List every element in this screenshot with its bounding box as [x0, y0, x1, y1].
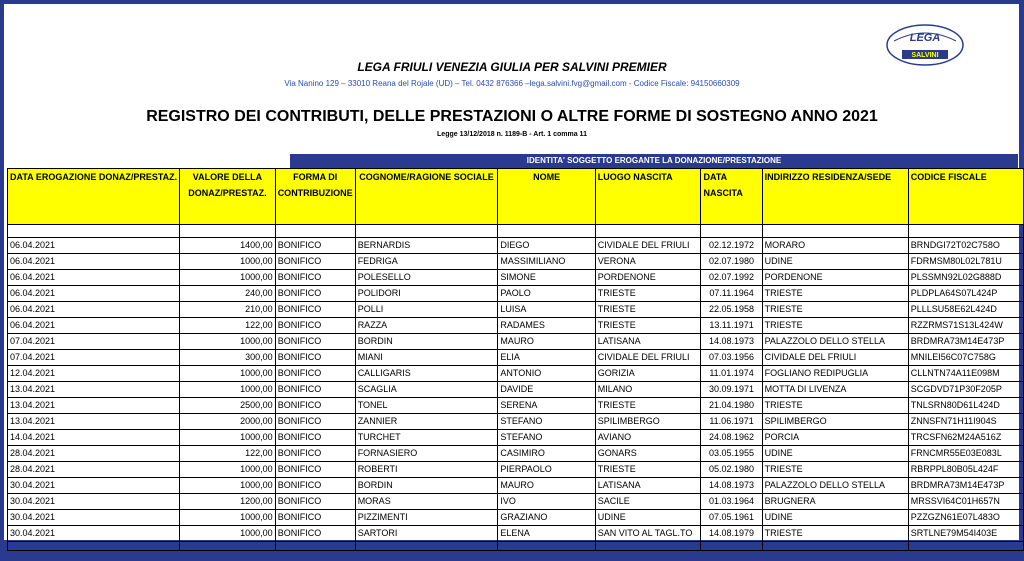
- cell-form: BONIFICO: [275, 286, 355, 302]
- cell-birthdate: 11.06.1971: [701, 414, 762, 430]
- cell-value: 210,00: [180, 302, 276, 318]
- organization-name: LEGA FRIULI VENEZIA GIULIA PER SALVINI PREMIER: [357, 60, 667, 74]
- cell-name: CASIMIRO: [498, 446, 595, 462]
- table-row: [8, 350, 1024, 366]
- cell-date: 28.04.2021: [8, 446, 180, 462]
- cell-birthplace: LATISANA: [595, 334, 701, 350]
- cell-tax-code: TNLSRN80D61L424D: [908, 398, 1023, 414]
- cell-name: STEFANO: [498, 414, 595, 430]
- cell-surname: MORAS: [355, 494, 498, 510]
- cell-form: BONIFICO: [275, 382, 355, 398]
- cell-birthplace: SACILE: [595, 494, 701, 510]
- cell-surname: BERNARDIS: [355, 238, 498, 254]
- cell-value: 1000,00: [180, 254, 276, 270]
- cell-surname: MIANI: [355, 350, 498, 366]
- cell-address: PORCIA: [762, 430, 908, 446]
- cell-name: LUISA: [498, 302, 595, 318]
- cell-value: 1000,00: [180, 478, 276, 494]
- cell-tax-code: CLLNTN74A11E098M: [908, 366, 1023, 382]
- svg-text:SALVINI: SALVINI: [911, 52, 939, 59]
- cell-value: 1000,00: [180, 366, 276, 382]
- cell-birthdate: 14.08.1973: [701, 478, 762, 494]
- cell-address: CIVIDALE DEL FRIULI: [762, 350, 908, 366]
- cell-tax-code: RZZRMS71S13L424W: [908, 318, 1023, 334]
- cell-birthdate: 30.09.1971: [701, 382, 762, 398]
- cell-surname: FORNASIERO: [355, 446, 498, 462]
- cell-value: 2500,00: [180, 398, 276, 414]
- cell-form: BONIFICO: [275, 526, 355, 542]
- cell-name: MAURO: [498, 334, 595, 350]
- cell-birthplace: GORIZIA: [595, 366, 701, 382]
- cell-name: SERENA: [498, 398, 595, 414]
- cell-surname: ROBERTI: [355, 462, 498, 478]
- cell-birthdate: 02.12.1972: [701, 238, 762, 254]
- cell-surname: SARTORI: [355, 526, 498, 542]
- cell-birthplace: SAN VITO AL TAGL.TO: [595, 526, 701, 542]
- table-row: [8, 382, 1024, 398]
- table-row: [8, 286, 1024, 302]
- cell-birthdate: 22.05.1958: [701, 302, 762, 318]
- cell-surname: CALLIGARIS: [355, 366, 498, 382]
- cell-address: TRIESTE: [762, 318, 908, 334]
- cell-address: BRUGNERA: [762, 494, 908, 510]
- cell-birthplace: AVIANO: [595, 430, 701, 446]
- cell-address: FOGLIANO REDIPUGLIA: [762, 366, 908, 382]
- cell-date: 13.04.2021: [8, 382, 180, 398]
- cell-value: 1200,00: [180, 494, 276, 510]
- table-row: [8, 270, 1024, 286]
- cell-date: 30.04.2021: [8, 478, 180, 494]
- cell-surname: ZANNIER: [355, 414, 498, 430]
- cell-address: TRIESTE: [762, 462, 908, 478]
- page-title: REGISTRO DEI CONTRIBUTI, DELLE PRESTAZIONI O ALTRE FORME DI SOSTEGNO ANNO 2021: [146, 108, 878, 125]
- cell-name: MAURO: [498, 478, 595, 494]
- cell-date: 30.04.2021: [8, 494, 180, 510]
- cell-birthplace: LATISANA: [595, 478, 701, 494]
- cell-birthplace: TRIESTE: [595, 398, 701, 414]
- cell-address: UDINE: [762, 446, 908, 462]
- cell-surname: BORDIN: [355, 478, 498, 494]
- col-header-birthplace: LUOGO NASCITA: [595, 169, 701, 225]
- col-header-form: FORMA DI CONTRIBUZIONE: [275, 169, 355, 225]
- cell-surname: TONEL: [355, 398, 498, 414]
- contact-line: Via Nanino 129 – 33010 Reana del Rojale (UD) – Tel. 0432 876366 –lega.salvini.fvg@gmail.com - Codice Fiscale: 94150660309: [284, 79, 740, 88]
- cell-form: BONIFICO: [275, 494, 355, 510]
- col-header-name: NOME: [498, 169, 595, 225]
- cell-form: BONIFICO: [275, 510, 355, 526]
- donor-identity-header-label: IDENTITA' SOGGETTO EROGANTE LA DONAZIONE/PRESTAZIONE: [523, 156, 786, 166]
- cell-birthplace: TRIESTE: [595, 302, 701, 318]
- cell-name: PAOLO: [498, 286, 595, 302]
- cell-name: DIEGO: [498, 238, 595, 254]
- cell-address: TRIESTE: [762, 398, 908, 414]
- col-header-date: DATA EROGAZIONE DONAZ/PRESTAZ.: [8, 169, 180, 225]
- cell-name: ANTONIO: [498, 366, 595, 382]
- cell-surname: TURCHET: [355, 430, 498, 446]
- cell-value: 1000,00: [180, 334, 276, 350]
- cell-date: 06.04.2021: [8, 302, 180, 318]
- cell-address: SPILIMBERGO: [762, 414, 908, 430]
- cell-address: MOTTA DI LIVENZA: [762, 382, 908, 398]
- cell-address: UDINE: [762, 510, 908, 526]
- table-row: [8, 366, 1024, 382]
- cell-value: 1000,00: [180, 462, 276, 478]
- table-row: [8, 526, 1024, 542]
- cell-name: ELIA: [498, 350, 595, 366]
- cell-address: PALAZZOLO DELLO STELLA: [762, 478, 908, 494]
- cell-surname: PIZZIMENTI: [355, 510, 498, 526]
- cell-form: BONIFICO: [275, 302, 355, 318]
- donor-identity-header: [290, 154, 1018, 168]
- cell-birthdate: 24.08.1962: [701, 430, 762, 446]
- cell-tax-code: PZZGZN61E07L483O: [908, 510, 1023, 526]
- col-header-address: INDIRIZZO RESIDENZA/SEDE: [762, 169, 908, 225]
- cell-date: 06.04.2021: [8, 238, 180, 254]
- cell-date: 06.04.2021: [8, 254, 180, 270]
- cell-tax-code: FRNCMR55E03E083L: [908, 446, 1023, 462]
- table-row: [8, 494, 1024, 510]
- cell-date: 14.04.2021: [8, 430, 180, 446]
- cell-birthplace: GONARS: [595, 446, 701, 462]
- cell-birthdate: 14.08.1979: [701, 526, 762, 542]
- cell-tax-code: PLSSMN92L02G888D: [908, 270, 1023, 286]
- cell-tax-code: FDRMSM80L02L781U: [908, 254, 1023, 270]
- cell-birthdate: 07.03.1956: [701, 350, 762, 366]
- cell-address: UDINE: [762, 254, 908, 270]
- cell-address: PALAZZOLO DELLO STELLA: [762, 334, 908, 350]
- cell-birthplace: SPILIMBERGO: [595, 414, 701, 430]
- cell-tax-code: ZNNSFN71H11I904S: [908, 414, 1023, 430]
- cell-value: 1000,00: [180, 270, 276, 286]
- cell-date: 07.04.2021: [8, 350, 180, 366]
- cell-date: 06.04.2021: [8, 270, 180, 286]
- cell-date: 07.04.2021: [8, 334, 180, 350]
- cell-birthplace: TRIESTE: [595, 286, 701, 302]
- cell-date: 06.04.2021: [8, 318, 180, 334]
- cell-tax-code: SCGDVD71P30F205P: [908, 382, 1023, 398]
- cell-date: 12.04.2021: [8, 366, 180, 382]
- cell-date: 13.04.2021: [8, 398, 180, 414]
- col-header-birthdate: DATA NASCITA: [701, 169, 762, 225]
- cell-tax-code: BRDMRA73M14E473P: [908, 478, 1023, 494]
- cell-birthdate: 07.05.1961: [701, 510, 762, 526]
- cell-value: 1000,00: [180, 430, 276, 446]
- cell-birthplace: CIVIDALE DEL FRIULI: [595, 350, 701, 366]
- cell-birthplace: VERONA: [595, 254, 701, 270]
- cell-surname: FEDRIGA: [355, 254, 498, 270]
- cell-value: 1000,00: [180, 382, 276, 398]
- cell-date: 13.04.2021: [8, 414, 180, 430]
- cell-address: TRIESTE: [762, 302, 908, 318]
- cell-form: BONIFICO: [275, 334, 355, 350]
- table-row: [8, 254, 1024, 270]
- table-row: [8, 478, 1024, 494]
- cell-tax-code: TRCSFN62M24A516Z: [908, 430, 1023, 446]
- cell-value: 1000,00: [180, 510, 276, 526]
- cell-birthdate: 11.01.1974: [701, 366, 762, 382]
- cell-birthdate: 07.11.1964: [701, 286, 762, 302]
- cell-birthplace: PORDENONE: [595, 270, 701, 286]
- cell-form: BONIFICO: [275, 366, 355, 382]
- table-row: [8, 334, 1024, 350]
- table-row: [8, 398, 1024, 414]
- cell-tax-code: PLLLSU58E62L424D: [908, 302, 1023, 318]
- blank-row: [8, 225, 1024, 238]
- cell-date: 30.04.2021: [8, 526, 180, 542]
- cell-surname: POLLI: [355, 302, 498, 318]
- cell-tax-code: MRSSVI64C01H657N: [908, 494, 1023, 510]
- cell-form: BONIFICO: [275, 430, 355, 446]
- blank-row: [8, 542, 1024, 551]
- table-row: [8, 462, 1024, 478]
- cell-birthplace: MILANO: [595, 382, 701, 398]
- cell-birthplace: UDINE: [595, 510, 701, 526]
- cell-date: 28.04.2021: [8, 462, 180, 478]
- cell-name: RADAMES: [498, 318, 595, 334]
- cell-birthplace: CIVIDALE DEL FRIULI: [595, 238, 701, 254]
- cell-birthdate: 05.02.1980: [701, 462, 762, 478]
- cell-tax-code: BRDMRA73M14E473P: [908, 334, 1023, 350]
- cell-name: ELENA: [498, 526, 595, 542]
- col-header-value: VALORE DELLA DONAZ/PRESTAZ.: [180, 169, 276, 225]
- law-reference: Legge 13/12/2018 n. 1189-B - Art. 1 comma 11: [437, 131, 587, 138]
- cell-birthdate: 21.04.1980: [701, 398, 762, 414]
- cell-tax-code: RBRPPL80B05L424F: [908, 462, 1023, 478]
- cell-name: STEFANO: [498, 430, 595, 446]
- cell-value: 122,00: [180, 318, 276, 334]
- cell-value: 1400,00: [180, 238, 276, 254]
- cell-surname: POLIDORI: [355, 286, 498, 302]
- cell-address: TRIESTE: [762, 286, 908, 302]
- table-header-row: [8, 169, 1024, 225]
- cell-form: BONIFICO: [275, 462, 355, 478]
- cell-value: 300,00: [180, 350, 276, 366]
- table-body: [8, 225, 1024, 551]
- cell-surname: POLESELLO: [355, 270, 498, 286]
- table-row: [8, 318, 1024, 334]
- cell-tax-code: SRTLNE79M54I403E: [908, 526, 1023, 542]
- cell-surname: RAZZA: [355, 318, 498, 334]
- cell-birthplace: TRIESTE: [595, 462, 701, 478]
- cell-birthdate: 02.07.1980: [701, 254, 762, 270]
- cell-form: BONIFICO: [275, 254, 355, 270]
- cell-tax-code: MNILEI56C07C758G: [908, 350, 1023, 366]
- table-row: [8, 446, 1024, 462]
- cell-form: BONIFICO: [275, 270, 355, 286]
- cell-name: GRAZIANO: [498, 510, 595, 526]
- cell-form: BONIFICO: [275, 414, 355, 430]
- cell-birthplace: TRIESTE: [595, 318, 701, 334]
- cell-date: 06.04.2021: [8, 286, 180, 302]
- contributions-table: [7, 168, 1024, 551]
- cell-name: PIERPAOLO: [498, 462, 595, 478]
- cell-surname: SCAGLIA: [355, 382, 498, 398]
- cell-address: TRIESTE: [762, 526, 908, 542]
- cell-name: SIMONE: [498, 270, 595, 286]
- cell-birthdate: 14.08.1973: [701, 334, 762, 350]
- cell-form: BONIFICO: [275, 398, 355, 414]
- table-row: [8, 302, 1024, 318]
- cell-surname: BORDIN: [355, 334, 498, 350]
- cell-name: DAVIDE: [498, 382, 595, 398]
- col-header-tax-code: CODICE FISCALE: [908, 169, 1023, 225]
- cell-birthdate: 13.11.1971: [701, 318, 762, 334]
- cell-date: 30.04.2021: [8, 510, 180, 526]
- cell-address: PORDENONE: [762, 270, 908, 286]
- table-row: [8, 510, 1024, 526]
- cell-tax-code: BRNDGI72T02C758O: [908, 238, 1023, 254]
- col-header-surname: COGNOME/RAGIONE SOCIALE: [355, 169, 498, 225]
- cell-value: 122,00: [180, 446, 276, 462]
- cell-name: MASSIMILIANO: [498, 254, 595, 270]
- table-row: [8, 238, 1024, 254]
- cell-value: 2000,00: [180, 414, 276, 430]
- cell-birthdate: 01.03.1964: [701, 494, 762, 510]
- cell-address: MORARO: [762, 238, 908, 254]
- cell-tax-code: PLDPLA64S07L424P: [908, 286, 1023, 302]
- cell-name: IVO: [498, 494, 595, 510]
- cell-value: 1000,00: [180, 526, 276, 542]
- cell-form: BONIFICO: [275, 318, 355, 334]
- cell-birthdate: 02.07.1992: [701, 270, 762, 286]
- cell-value: 240,00: [180, 286, 276, 302]
- table-row: [8, 414, 1024, 430]
- cell-birthdate: 03.05.1955: [701, 446, 762, 462]
- cell-form: BONIFICO: [275, 478, 355, 494]
- cell-form: BONIFICO: [275, 238, 355, 254]
- svg-text:LEGA: LEGA: [909, 32, 941, 44]
- cell-form: BONIFICO: [275, 350, 355, 366]
- cell-form: BONIFICO: [275, 446, 355, 462]
- table-row: [8, 430, 1024, 446]
